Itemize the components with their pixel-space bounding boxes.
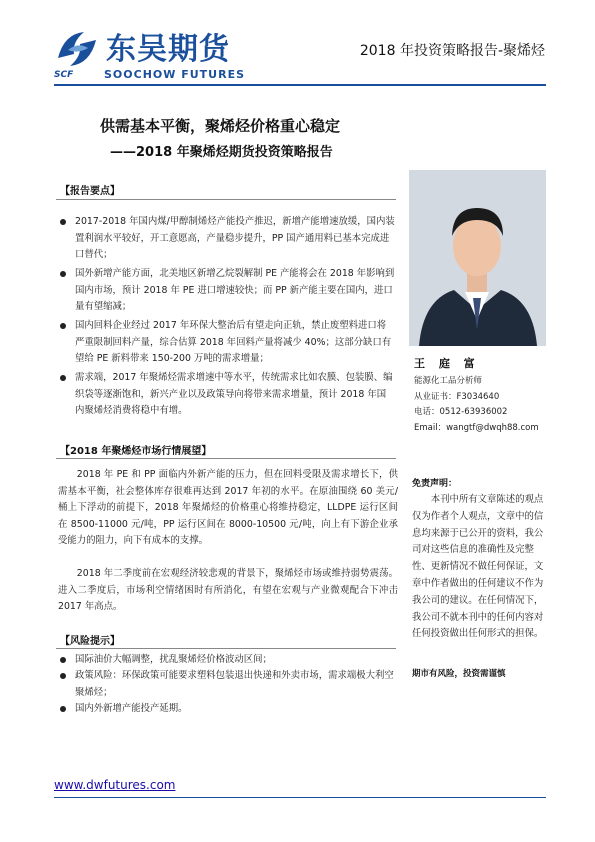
key-point-item: 国外新增产能方面，北美地区新增乙烷裂解制 PE 产能将会在 2018 年影响到国内市场，预计 2018 年 PE 进口增速较快；而 PP 新产能主要在国内，进口量有望缩减； — [75, 266, 395, 316]
disclaimer-footer: 期市有风险，投资需谨慎 — [412, 669, 506, 679]
analyst-name: 王 庭 富 — [414, 357, 480, 370]
outlook-heading: 【2018 年聚烯烃市场行情展望】 — [60, 446, 212, 457]
report-subtitle: ——2018 年聚烯烃期货投资策略报告 — [110, 145, 333, 160]
bullet-icon — [60, 271, 66, 277]
risk-item: 国际油价大幅调整，扰乱聚烯烃价格波动区间； — [75, 652, 395, 669]
key-points-heading: 【报告要点】 — [60, 186, 120, 197]
risk-item: 政策风险：环保政策可能要求塑料包装退出快递和外卖市场，需求端极大利空聚烯烃； — [75, 668, 395, 701]
bullet-icon — [60, 673, 66, 679]
outlook-paragraph: 2018 年 PE 和 PP 面临内外新产能的压力，但在回料受限及需求增长下，供需基本平衡，社会整体库存很难再达到 2017 年初的水平。在原油围绕 60 美元/桶上下浮动的前提下，2018 年聚烯烃的价格重心将维持稳定，LLDPE 运行区间在 8500-11000 元/吨，PP 运行区间在 8000-10500 元/吨，向上有下游企业承受能力的阻力，向下有成本的支撑。 — [58, 469, 398, 546]
website-link[interactable]: www.dwfutures.com — [54, 778, 176, 792]
outlook-divider — [56, 458, 396, 459]
outlook-paragraph: 2018 年二季度前在宏观经济较悲观的背景下，聚烯烃市场或维持弱势震荡。进入二季度后，市场利空情绪困时有所消化，有望在宏观与产业微观配合下冲击 2017 年高点。 — [58, 568, 398, 612]
key-point-item: 2017-2018 年国内煤/甲醇制烯烃产能投产推迟，新增产能增速放缓，国内装置利润水平较好，开工意愿高，产量稳步提升，PP 国产通用料已基本完成进口替代； — [75, 214, 395, 264]
analyst-role: 能源化工品分析师 — [414, 376, 483, 386]
disclaimer-title: 免责声明： — [412, 479, 458, 489]
footer-divider — [54, 797, 546, 798]
report-header-title: 2018 年投资策略报告-聚烯烃 — [359, 43, 545, 59]
bullet-icon — [60, 706, 66, 712]
risks-divider — [56, 648, 396, 649]
analyst-phone: 电话：0512-63936002 — [414, 407, 508, 417]
header-divider — [54, 84, 546, 86]
analyst-email: Email：wangtf@dwqh88.com — [414, 423, 539, 433]
company-logo-icon — [54, 28, 100, 70]
bullet-icon — [60, 219, 66, 225]
key-point-item: 需求端，2017 年聚烯烃需求增速中等水平，传统需求比如农膜、包装膜、编织袋等逐渐饱和，新兴产业以及政策导向将带来需求增量，预计 2018 年国内聚烯烃消费将稳中有增。 — [75, 370, 395, 420]
risks-heading: 【风险提示】 — [60, 636, 120, 647]
bullet-icon — [60, 657, 66, 663]
analyst-license: 从业证书：F3034640 — [414, 392, 500, 402]
risk-item: 国内外新增产能投产延期。 — [75, 701, 395, 718]
bullet-icon — [60, 375, 66, 381]
key-point-item: 国内回料企业经过 2017 年环保大整治后有望走向正轨，禁止废塑料进口将严重限制回料产量，综合估算 2018 年回料产量将减少 40%；这部分缺口有望给 PE 新料带来 150-200 万吨的需求增量； — [75, 318, 395, 368]
company-logo-text: 东吴期货 — [106, 32, 230, 67]
bullet-icon — [60, 323, 66, 329]
disclaimer-body: 本刊中所有文章陈述的观点仅为作者个人观点，文章中的信息均来源于已公开的资料，我公司对这些信息的准确性及完整性、更新情况不做任何保证，文章中作者做出的任何建议不作为我公司的建议。在任何情况下，我公司不就本刊中的任何内容对任何投资做出任何形式的担保。 — [412, 494, 544, 640]
key-points-divider — [56, 199, 396, 200]
report-main-title: 供需基本平衡，聚烯烃价格重心稳定 — [100, 117, 341, 135]
company-logo-abbr: SCF — [54, 70, 74, 80]
company-logo-english: SOOCHOW FUTURES — [104, 68, 246, 81]
analyst-photo — [409, 170, 546, 346]
